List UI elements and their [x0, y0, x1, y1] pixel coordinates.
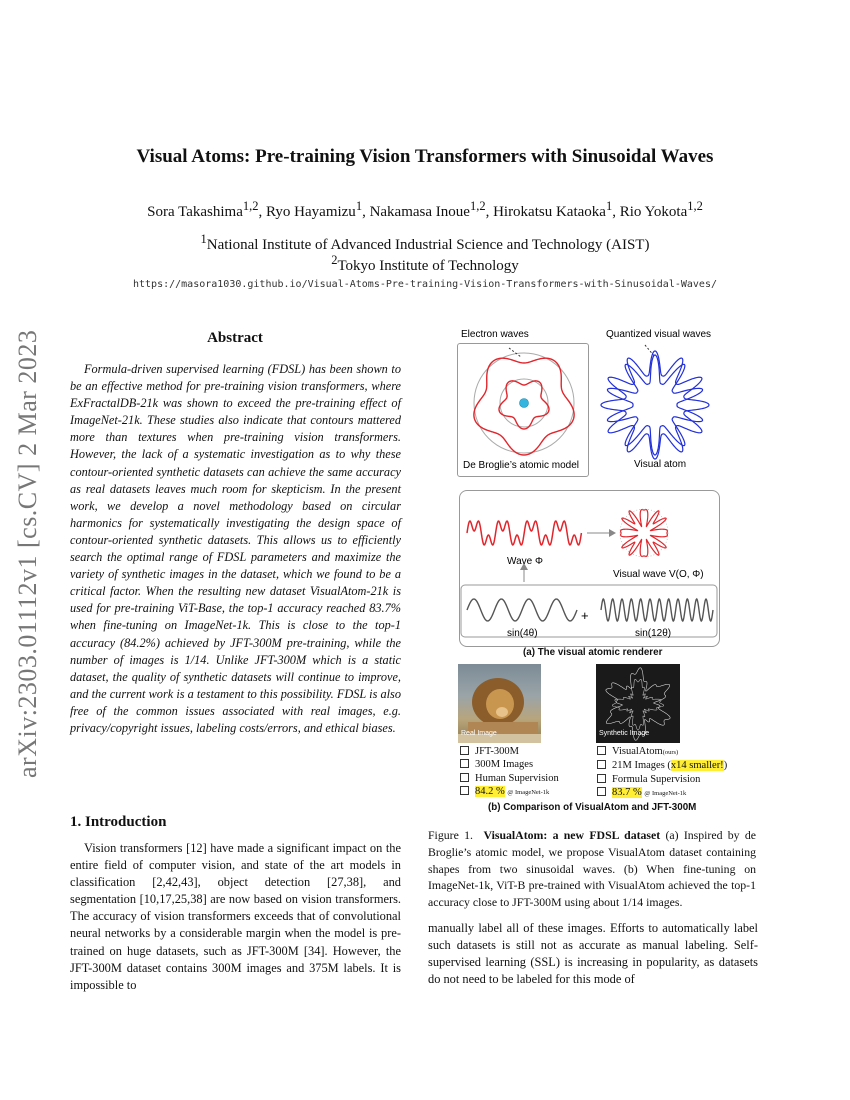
- author-3: Nakamasa Inoue$^{1,2}$: [369, 199, 486, 220]
- affiliation-2: $^2$Tokyo Institute of Technology: [331, 253, 519, 274]
- affiliation-1: $^1$National Institute of Advanced Industrial Science and Technology (AIST): [200, 232, 650, 253]
- list-item: 300M Images: [460, 758, 559, 771]
- sin12-label: sin(12θ): [635, 628, 672, 639]
- quantized-waves-label: Quantized visual waves: [606, 329, 712, 340]
- paper-title: Visual Atoms: Pre-training Vision Transformers with Sinusoidal Waves: [136, 146, 714, 167]
- sin4-label: sin(4θ): [507, 628, 538, 639]
- list-item: Human Supervision: [460, 772, 559, 785]
- author-2: Ryo Hayamizu$^1$: [266, 199, 363, 220]
- subfigure-a-caption: (a) The visual atomic renderer: [523, 647, 663, 658]
- arxiv-stamp: arXiv:2303.01112v1 [cs.CV] 2 Mar 2023: [13, 329, 42, 778]
- author-list: Sora Takashima$^{1,2}$, Ryo Hayamizu$^1$, Nakamasa Inoue$^{1,2}$, Hirokatsu Kataoka$^1$, Rio Yokota$^{1,2}$: [147, 199, 703, 220]
- introduction-heading: 1. Introduction: [70, 814, 167, 830]
- real-image-lion: [458, 664, 541, 743]
- visual-wave-label: Visual wave V(O, Φ): [613, 569, 704, 580]
- de-broglie-diagram: [457, 343, 589, 477]
- synthetic-image-label: Synthetic Image: [599, 730, 650, 737]
- author-4: Hirokatsu Kataoka$^1$: [493, 199, 613, 220]
- wave-phi-label: Wave Φ: [507, 556, 543, 567]
- visual-atom-diagram: [593, 339, 713, 461]
- author-1: Sora Takashima$^{1,2}$: [147, 199, 259, 220]
- plus-sign: +: [581, 608, 589, 623]
- visual-atom-label: Visual atom: [634, 459, 687, 470]
- figure-1: [455, 325, 785, 665]
- list-item: 83.7 % @ ImageNet-1k: [597, 786, 727, 800]
- project-url[interactable]: https://masora1030.github.io/Visual-Atoms-Pre-training-Vision-Transformers-with-Sinusoidal-Waves/: [133, 279, 717, 290]
- electron-waves-label: Electron waves: [461, 329, 529, 340]
- real-image-label: Real Image: [461, 730, 497, 737]
- list-item: 84.2 % @ ImageNet-1k: [460, 785, 559, 799]
- abstract-text: Formula-driven supervised learning (FDSL) has been shown to be an effective method for pre-training vision transformers, where ExFractalDB-21k was shown to exceed the pre-training effect of ImageNet-21k. These studies also indicate that contours mattered more than textures when pre-training vision transformers. However, the lack of a systematic investigation as to why these contour-oriented synthetic datasets can achieve the same accuracy as real datasets leaves much room for skepticism. In the present work, we develop a novel methodology based on circular harmonics for systematically investigating the design space of contour-oriented synthetic datasets. This allows us to efficiently search the optimal range of FDSL parameters and maximize the variety of synthetic images in the dataset, which we found to be a critical factor. When the resulting new dataset VisualAtom-21k is used for pre-training ViT-Base, the top-1 accuracy reached 83.7% when fine-tuning on ImageNet-1k. This is close to the top-1 accuracy (84.2%) achieved by JFT-300M pre-training, while the number of images is 1/14. Unlike JFT-300M which is a static dataset, the quality of synthetic datasets will continue to improve, and the current work is a testament to this possibility. FDSL is also free of the common issues associated with real images, e.g. privacy/copyright issues, labeling costs/errors, and ethical biases.: [70, 362, 401, 735]
- de-broglie-label: De Broglie’s atomic model: [463, 460, 579, 471]
- list-item: VisualAtom(ours): [597, 745, 727, 759]
- abstract-heading: Abstract: [207, 330, 263, 346]
- figure-caption: Figure 1. VisualAtom: a new FDSL dataset (a) Inspired by de Broglie’s atomic model, we propose VisualAtom dataset containing shapes from two sinusoidal waves. (b) When fine-tuning on ImageNet-1k, ViT-B pre-trained with VisualAtom achieved the top-1 accuracy close to JFT-300M using about 1/14 images.: [428, 828, 756, 910]
- list-item: 21M Images (x14 smaller!): [597, 759, 727, 772]
- list-item: JFT-300M: [460, 745, 559, 758]
- introduction-text: Vision transformers [12] have made a significant impact on the entire field of computer vision, and state of the art models in classification [2,42,43], object detection [27,38], and segmentation [10,17,25,38] are now based on vision transformers. The accuracy of vision transformers exceeds that of convolutional neural networks by a considerable margin when the model is pre-trained on huge datasets, such as JFT-300M [34]. However, the JFT-300M dataset contains 300M images and 375M labels. It is impossible to: [70, 841, 401, 992]
- list-item: Formula Supervision: [597, 773, 727, 786]
- jft-list: [460, 745, 559, 799]
- synthetic-image: [596, 664, 680, 743]
- visualatom-list: [597, 745, 727, 800]
- right-column-text: manually label all of these images. Efforts to automatically label such datasets is still not as accurate as manual labeling. Self-supervised learning (SSL) is increasing in popularity, as datasets do not need to be labeled for this mode of: [428, 921, 758, 987]
- author-5: Rio Yokota$^{1,2}$: [619, 199, 703, 220]
- subfigure-b-caption: (b) Comparison of VisualAtom and JFT-300M: [488, 802, 697, 813]
